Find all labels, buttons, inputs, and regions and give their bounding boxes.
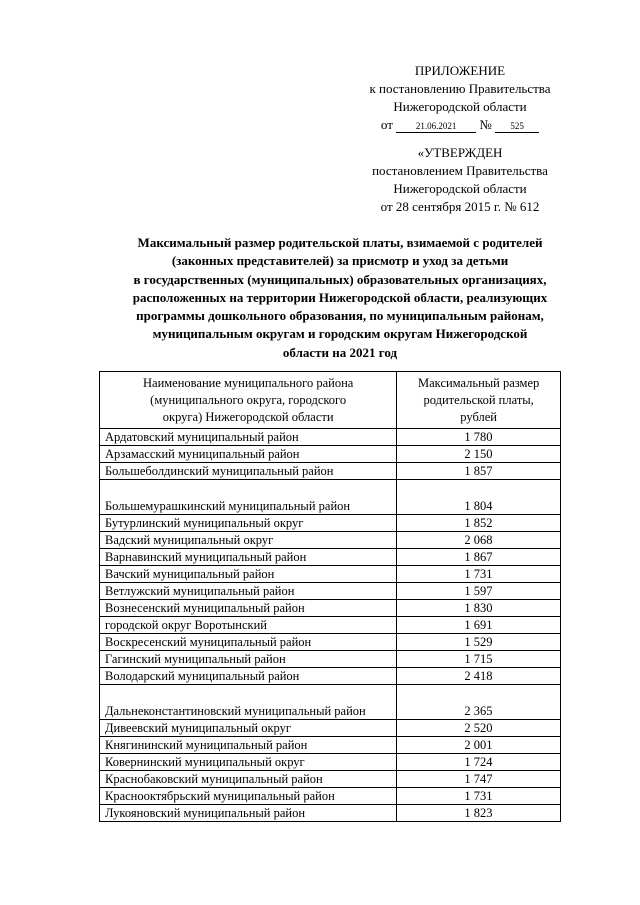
max-fee-value: 2 365 xyxy=(397,685,561,720)
title-line-2: (законных представителей) за присмотр и уход за детьми xyxy=(171,253,509,269)
title-line-4: расположенных на территории Нижегородской области, реализующих xyxy=(132,289,548,305)
table-row xyxy=(100,805,561,822)
district-name: Краснооктябрьский муниципальный район xyxy=(100,788,397,805)
number-prefix: № xyxy=(479,117,492,132)
table-row xyxy=(100,429,561,446)
resolution-number: 525 xyxy=(495,120,539,133)
max-fee-value: 1 852 xyxy=(397,515,561,532)
table-row xyxy=(100,583,561,600)
header-name-line-1: Наименование муниципального района xyxy=(143,375,354,390)
table-row xyxy=(100,651,561,668)
table-row xyxy=(100,446,561,463)
date-prefix: от xyxy=(380,117,393,132)
appendix-date-line xyxy=(330,116,590,134)
district-name: Гагинский муниципальный район xyxy=(100,651,397,668)
table-header-row xyxy=(100,372,561,429)
max-fee-value: 2 150 xyxy=(397,446,561,463)
table-row xyxy=(100,549,561,566)
max-fee-value: 1 804 xyxy=(397,480,561,515)
max-fee-value: 1 857 xyxy=(397,463,561,480)
document-title xyxy=(92,234,588,362)
header-max-fee xyxy=(397,372,561,429)
table-row xyxy=(100,685,561,720)
header-value-line-2: родительской платы, xyxy=(423,392,534,407)
district-name: Варнавинский муниципальный район xyxy=(100,549,397,566)
table-row xyxy=(100,720,561,737)
max-fee-value: 1 691 xyxy=(397,617,561,634)
district-name: Дивеевский муниципальный округ xyxy=(100,720,397,737)
max-fee-value: 1 867 xyxy=(397,549,561,566)
table-row xyxy=(100,480,561,515)
table-row xyxy=(100,515,561,532)
district-name: Краснобаковский муниципальный район xyxy=(100,771,397,788)
table-row xyxy=(100,600,561,617)
district-name: городской округ Воротынский xyxy=(100,617,397,634)
max-fee-value: 2 418 xyxy=(397,668,561,685)
approved-heading: «УТВЕРЖДЕН xyxy=(417,145,503,160)
district-name: Большеболдинский муниципальный район xyxy=(100,463,397,480)
header-name-line-2: (муниципального округа, городского xyxy=(150,392,347,407)
max-fee-value: 1 747 xyxy=(397,771,561,788)
table-row xyxy=(100,566,561,583)
header-name-line-3: округа) Нижегородской области xyxy=(162,409,334,424)
max-fee-value: 1 597 xyxy=(397,583,561,600)
table-row xyxy=(100,668,561,685)
fee-table xyxy=(99,371,561,822)
appendix-heading: ПРИЛОЖЕНИЕ xyxy=(414,63,506,78)
max-fee-value: 1 724 xyxy=(397,754,561,771)
title-line-5: программы дошкольного образования, по муниципальным районам, xyxy=(136,308,544,324)
title-line-6: муниципальным округам и городским округам Нижегородской xyxy=(152,326,528,342)
approved-resolution-line: постановлением Правительства xyxy=(372,163,548,178)
max-fee-value: 1 823 xyxy=(397,805,561,822)
district-name: Ветлужский муниципальный район xyxy=(100,583,397,600)
district-name: Володарский муниципальный район xyxy=(100,668,397,685)
max-fee-value: 1 731 xyxy=(397,566,561,583)
max-fee-value: 1 715 xyxy=(397,651,561,668)
max-fee-value: 1 529 xyxy=(397,634,561,651)
approved-date-line: от 28 сентября 2015 г. № 612 xyxy=(380,199,540,214)
title-line-3: в государственных (муниципальных) образовательных организациях, xyxy=(133,271,547,287)
district-name: Ковернинский муниципальный округ xyxy=(100,754,397,771)
max-fee-value: 2 068 xyxy=(397,532,561,549)
district-name: Воскресенский муниципальный район xyxy=(100,634,397,651)
resolution-date: 21.06.2021 xyxy=(396,120,476,133)
district-name: Большемурашкинский муниципальный район xyxy=(100,480,397,515)
appendix-resolution-line: к постановлению Правительства xyxy=(369,81,551,96)
table-row xyxy=(100,634,561,651)
appendix-region-line: Нижегородской области xyxy=(393,99,527,114)
table-row xyxy=(100,754,561,771)
header-value-line-3: рублей xyxy=(460,409,497,424)
header-district-name xyxy=(100,372,397,429)
title-line-7: области на 2021 год xyxy=(282,344,398,360)
header-value-line-1: Максимальный размер xyxy=(418,375,540,390)
district-name: Княгининский муниципальный район xyxy=(100,737,397,754)
district-name: Бутурлинский муниципальный округ xyxy=(100,515,397,532)
approved-block xyxy=(330,144,590,216)
table-row xyxy=(100,771,561,788)
district-name: Лукояновский муниципальный район xyxy=(100,805,397,822)
table-row xyxy=(100,532,561,549)
max-fee-value: 1 830 xyxy=(397,600,561,617)
district-name: Вознесенский муниципальный район xyxy=(100,600,397,617)
district-name: Ардатовский муниципальный район xyxy=(100,429,397,446)
district-name: Арзамасский муниципальный район xyxy=(100,446,397,463)
table-row xyxy=(100,463,561,480)
district-name: Вадский муниципальный округ xyxy=(100,532,397,549)
district-name: Дальнеконстантиновский муниципальный район xyxy=(100,685,397,720)
appendix-block xyxy=(330,62,590,134)
title-line-1: Максимальный размер родительской платы, взимаемой с родителей xyxy=(137,235,543,250)
table-row xyxy=(100,788,561,805)
max-fee-value: 1 780 xyxy=(397,429,561,446)
max-fee-value: 1 731 xyxy=(397,788,561,805)
max-fee-value: 2 520 xyxy=(397,720,561,737)
max-fee-value: 2 001 xyxy=(397,737,561,754)
district-name: Вачский муниципальный район xyxy=(100,566,397,583)
table-row xyxy=(100,737,561,754)
table-row xyxy=(100,617,561,634)
approved-region-line: Нижегородской области xyxy=(393,181,527,196)
